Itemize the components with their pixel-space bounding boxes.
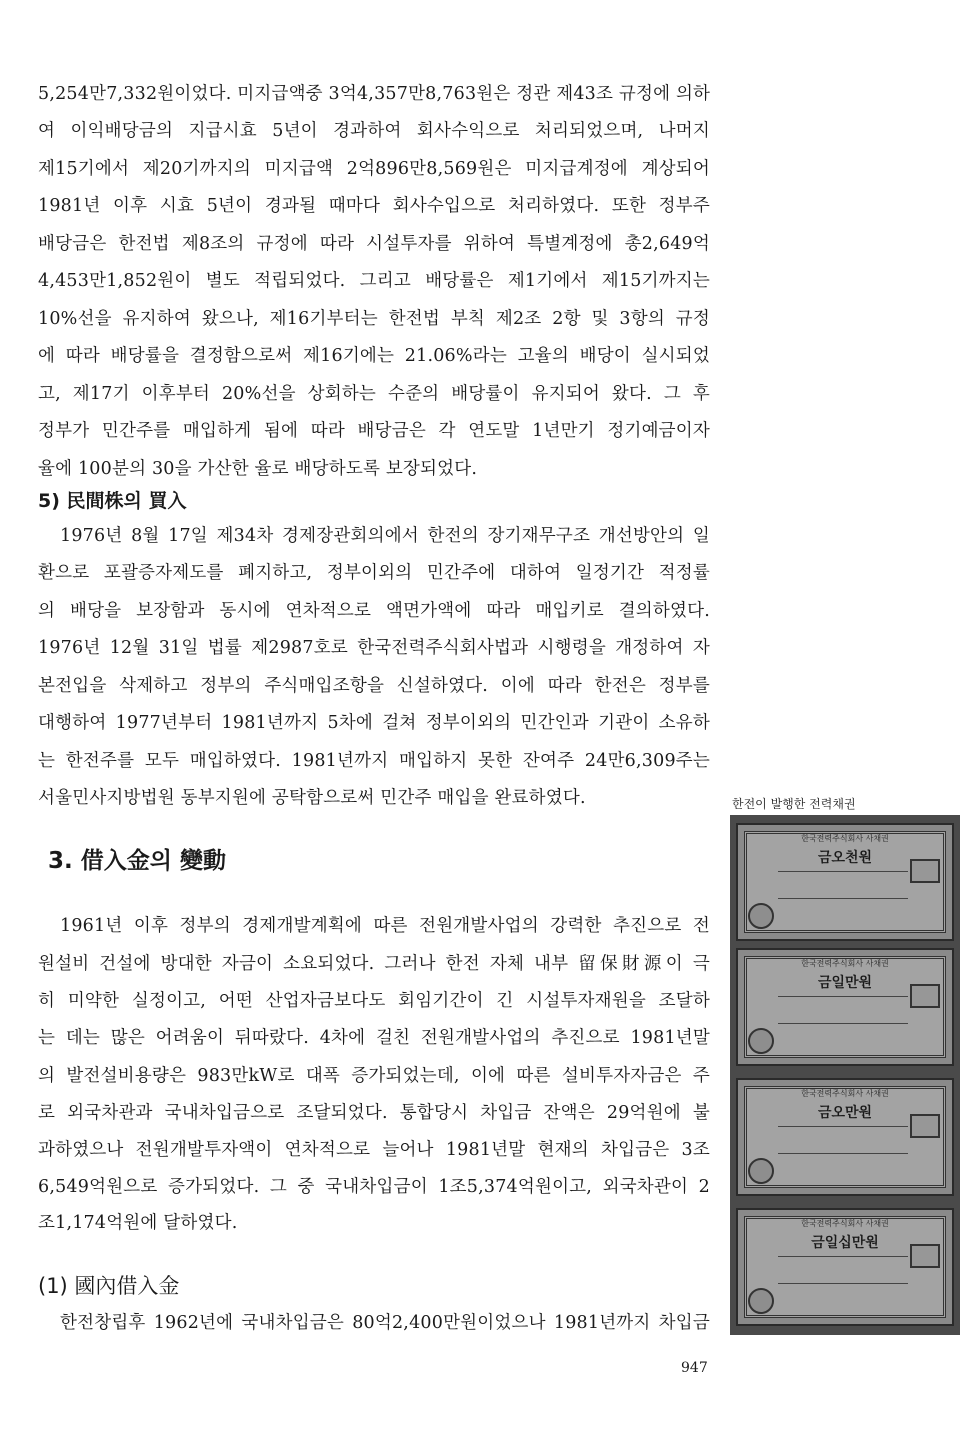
text-line: 는 데는 많은 어려움이 뒤따랐다. 4차에 걸친 전원개발사업의 추진으로 1981년말 bbox=[38, 1028, 710, 1048]
text-line: 의 발전설비용량은 983만kW로 대폭 증가되었는데, 이에 따른 설비투자자금은 주 bbox=[38, 1066, 710, 1086]
bond-certificate bbox=[736, 1208, 954, 1326]
text-line: 율에 100분의 30을 가산한 율로 배당하도록 보장되었다. bbox=[38, 459, 478, 479]
bond-denomination: 금일십만원 bbox=[811, 1235, 879, 1251]
text-line: 본전입을 삭제하고 정부의 주식매입조항을 신설하였다. 이에 따라 한전은 정부를 bbox=[38, 676, 710, 696]
stamp-icon bbox=[910, 1114, 940, 1138]
text-line: 원설비 건설에 방대한 자금이 소요되었다. 그러나 한전 자체 내부 留保財源이 극 bbox=[38, 954, 710, 974]
bond-ornament bbox=[778, 1126, 908, 1154]
text-line: 배당금은 한전법 제8조의 규정에 따라 시설투자를 위하여 특별계정에 총2,649억 bbox=[38, 234, 710, 254]
text-line: 는 한전주를 모두 매입하였다. 1981년까지 매입하지 못한 잔여주 24만6,309주는 bbox=[38, 751, 710, 771]
bond-issuer: 한국전력주식회사 사채권 bbox=[801, 1089, 889, 1098]
seal-icon bbox=[748, 903, 774, 929]
bond-ornament bbox=[778, 996, 908, 1024]
stamp-icon bbox=[910, 859, 940, 883]
text-line: 에 따라 배당률을 결정함으로써 제16기에는 21.06%라는 고율의 배당이 실시되었 bbox=[38, 346, 710, 366]
text-line: 환으로 포괄증자제도를 폐지하고, 정부이외의 민간주에 대하여 일정기간 적정률 bbox=[38, 563, 710, 583]
bond-certificates-photo bbox=[730, 815, 960, 1335]
text-line: 4,453만1,852원이 별도 적립되었다. 그리고 배당률은 제1기에서 제15기까지는 bbox=[38, 271, 710, 291]
text-line: 10%선을 유지하여 왔으나, 제16기부터는 한전법 부칙 제2조 2항 및 3항의 규정 bbox=[38, 309, 710, 329]
text-line: 정부가 민간주를 매입하게 됨에 따라 배당금은 각 연도말 1년만기 정기예금이자 bbox=[38, 421, 710, 441]
bond-denomination: 금오천원 bbox=[817, 850, 873, 866]
text-line: 1961년 이후 정부의 경제개발계획에 따른 전원개발사업의 강력한 추진으로 전 bbox=[60, 916, 710, 936]
text-line: 조1,174억원에 달하였다. bbox=[38, 1213, 238, 1233]
text-line: 한전창립후 1962년에 국내차입금은 80억2,400만원이었으나 1981년까지 차입금 bbox=[60, 1313, 710, 1333]
bond-issuer: 한국전력주식회사 사채권 bbox=[801, 834, 889, 843]
bond-ornament bbox=[778, 1256, 908, 1284]
stamp-icon bbox=[910, 984, 940, 1008]
page-number: 947 bbox=[681, 1360, 708, 1376]
text-line: 과하였으나 전원개발투자액이 연차적으로 늘어나 1981년말 현재의 차입금은 3조 bbox=[38, 1140, 710, 1160]
bond-certificate bbox=[736, 823, 954, 941]
bond-issuer: 한국전력주식회사 사채권 bbox=[801, 1219, 889, 1228]
bond-denomination: 금오만원 bbox=[817, 1105, 873, 1121]
stamp-icon bbox=[910, 1244, 940, 1268]
text-line: 1976년 8월 17일 제34차 경제장관회의에서 한전의 장기재무구조 개선방안의 일 bbox=[60, 526, 710, 546]
bond-ornament bbox=[778, 871, 908, 899]
text-line: 제15기에서 제20기까지의 미지급액 2억896만8,569원은 미지급계정에 계상되어 bbox=[38, 159, 710, 179]
bond-certificate bbox=[736, 1078, 954, 1196]
bond-certificate bbox=[736, 948, 954, 1066]
figure-caption: 한전이 발행한 전력채권 bbox=[732, 797, 856, 811]
text-line: 고, 제17기 이후부터 20%선을 상회하는 수준의 배당률이 유지되어 왔다. 그 후 bbox=[38, 384, 710, 404]
seal-icon bbox=[748, 1158, 774, 1184]
seal-icon bbox=[748, 1288, 774, 1314]
text-line: 5,254만7,332원이었다. 미지급액중 3억4,357만8,763원은 정관 제43조 규정에 의하 bbox=[38, 84, 711, 104]
bond-denomination: 금일만원 bbox=[817, 975, 873, 991]
section-heading: 3. 借入金의 變動 bbox=[48, 848, 226, 874]
seal-icon bbox=[748, 1028, 774, 1054]
text-line: 1981년 이후 시효 5년이 경과될 때마다 회사수입으로 처리하였다. 또한 정부주 bbox=[38, 196, 710, 216]
text-line: 여 이익배당금의 지급시효 5년이 경과하여 회사수익으로 처리되었으며, 나머지 bbox=[38, 121, 710, 141]
subheading-private-shares: 5) 民間株의 買入 bbox=[38, 490, 187, 512]
text-line: 서울민사지방법원 동부지원에 공탁함으로써 민간주 매입을 완료하였다. bbox=[38, 788, 586, 808]
text-line: 1976년 12월 31일 법률 제2987호로 한국전력주식회사법과 시행령을 개정하여 자 bbox=[38, 638, 710, 658]
text-line: 의 배당을 보장함과 동시에 연차적으로 액면가액에 따라 매입키로 결의하였다. bbox=[38, 601, 710, 621]
text-line: 히 미약한 실정이고, 어떤 산업자금보다도 회임기간이 긴 시설투자재원을 조달하 bbox=[38, 991, 710, 1011]
bond-issuer: 한국전력주식회사 사채권 bbox=[801, 959, 889, 968]
subheading-domestic-borrowings: (1) 國內借入金 bbox=[38, 1274, 180, 1298]
text-line: 대행하여 1977년부터 1981년까지 5차에 걸쳐 정부이외의 민간인과 기관이 소유하 bbox=[38, 713, 710, 733]
text-line: 로 외국차관과 국내차입금으로 조달되었다. 통합당시 차입금 잔액은 29억원에 불 bbox=[38, 1103, 710, 1123]
text-line: 6,549억원으로 증가되었다. 그 중 국내차입금이 1조5,374억원이고, 외국차관이 2 bbox=[38, 1177, 710, 1197]
